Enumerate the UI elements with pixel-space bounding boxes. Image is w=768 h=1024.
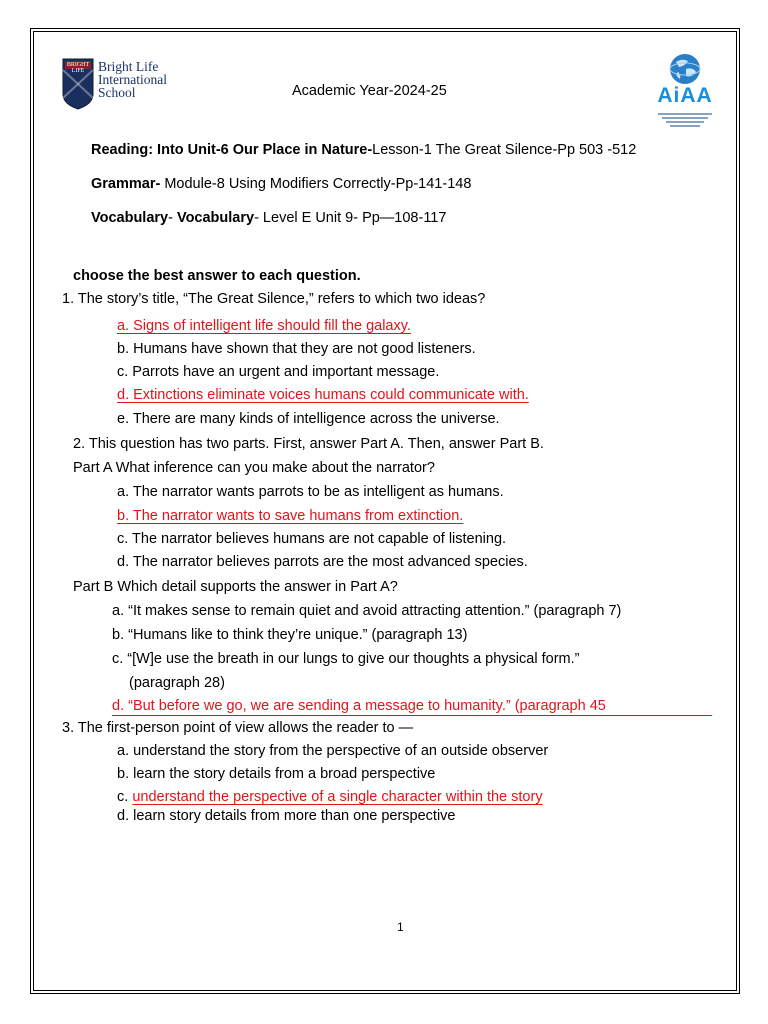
q3-option-d: d. learn story details from more than one perspective	[117, 808, 456, 824]
q2a-option-d: d. The narrator believes parrots are the most advanced species.	[117, 554, 528, 570]
question-3-prompt: 3. The first-person point of view allows the reader to —	[62, 720, 414, 736]
page-number: 1	[397, 920, 404, 934]
q1-option-e: e. There are many kinds of intelligence across the universe.	[117, 411, 500, 427]
q3-option-a: a. understand the story from the perspective of an outside observer	[117, 743, 549, 759]
shield-label: BRIGHT LIFE	[66, 62, 90, 74]
question-2-prompt: 2. This question has two parts. First, answer Part A. Then, answer Part B.	[73, 436, 544, 452]
q2b-option-d-answer: d. “But before we go, we are sending a message to humanity.” (paragraph 45	[112, 698, 606, 714]
q2a-option-c: c. The narrator believes humans are not capable of listening.	[117, 531, 507, 547]
school-name	[98, 60, 194, 99]
q1-option-a-answer: a. Signs of intelligent life should fill the galaxy.	[117, 318, 411, 334]
q2b-answer-underline	[112, 715, 712, 716]
grammar-text: Module-8 Using Modifiers Correctly-Pp-141-148	[160, 176, 472, 192]
q2b-option-c-continued: (paragraph 28)	[129, 675, 225, 691]
q3-option-c-answer	[117, 789, 543, 805]
q1-option-b: b. Humans have shown that they are not good listeners.	[117, 341, 476, 357]
q3-option-b: b. learn the story details from a broad perspective	[117, 766, 436, 782]
vocabulary-separator: -	[168, 210, 177, 226]
reading-line	[91, 142, 636, 158]
q3-option-c-letter: c.	[117, 789, 133, 805]
school-logo	[62, 58, 192, 116]
q1-option-c: c. Parrots have an urgent and important message.	[117, 364, 440, 380]
grammar-label: Grammar-	[91, 176, 161, 192]
q3-option-c-text: understand the perspective of a single character within the story	[132, 789, 543, 805]
vocabulary-line	[91, 210, 446, 226]
aiaa-logo	[648, 52, 722, 132]
aiaa-wordmark: AiAA	[657, 84, 713, 107]
q2b-option-b: b. “Humans like to think they’re unique.” (paragraph 13)	[112, 627, 468, 643]
question-1-prompt: 1. The story’s title, “The Great Silence,” refers to which two ideas?	[62, 291, 486, 307]
vocabulary-label-2: Vocabulary	[176, 210, 255, 226]
q2a-option-b-answer: b. The narrator wants to save humans from extinction.	[117, 508, 464, 524]
school-name-line: Bright Life	[98, 59, 159, 74]
q2b-option-a: a. “It makes sense to remain quiet and avoid attracting attention.” (paragraph 7)	[112, 603, 622, 619]
vocabulary-label: Vocabulary	[91, 210, 169, 226]
q2-part-a-prompt: Part A What inference can you make about the narrator?	[73, 460, 435, 476]
q2-part-b-prompt: Part B Which detail supports the answer in Part A?	[73, 579, 398, 595]
reading-label: Reading: Into Unit-6 Our Place in Nature-	[91, 142, 373, 158]
q2b-option-c: c. “[W]e use the breath in our lungs to give our thoughts a physical form.”	[112, 651, 580, 667]
instructions: choose the best answer to each question.	[73, 268, 361, 284]
school-name-line: International	[98, 72, 167, 87]
grammar-line	[91, 176, 471, 192]
q2a-option-a: a. The narrator wants parrots to be as intelligent as humans.	[117, 484, 504, 500]
globe-icon	[668, 52, 702, 86]
school-name-line: School	[98, 85, 136, 100]
aiaa-tagline-graphic	[652, 112, 718, 132]
academic-year: Academic Year-2024-25	[292, 83, 447, 99]
reading-text: Lesson-1 The Great Silence-Pp 503 -512	[372, 142, 637, 158]
vocabulary-text: - Level E Unit 9- Pp—108-117	[254, 210, 447, 226]
q1-option-d-answer: d. Extinctions eliminate voices humans could communicate with.	[117, 387, 529, 403]
